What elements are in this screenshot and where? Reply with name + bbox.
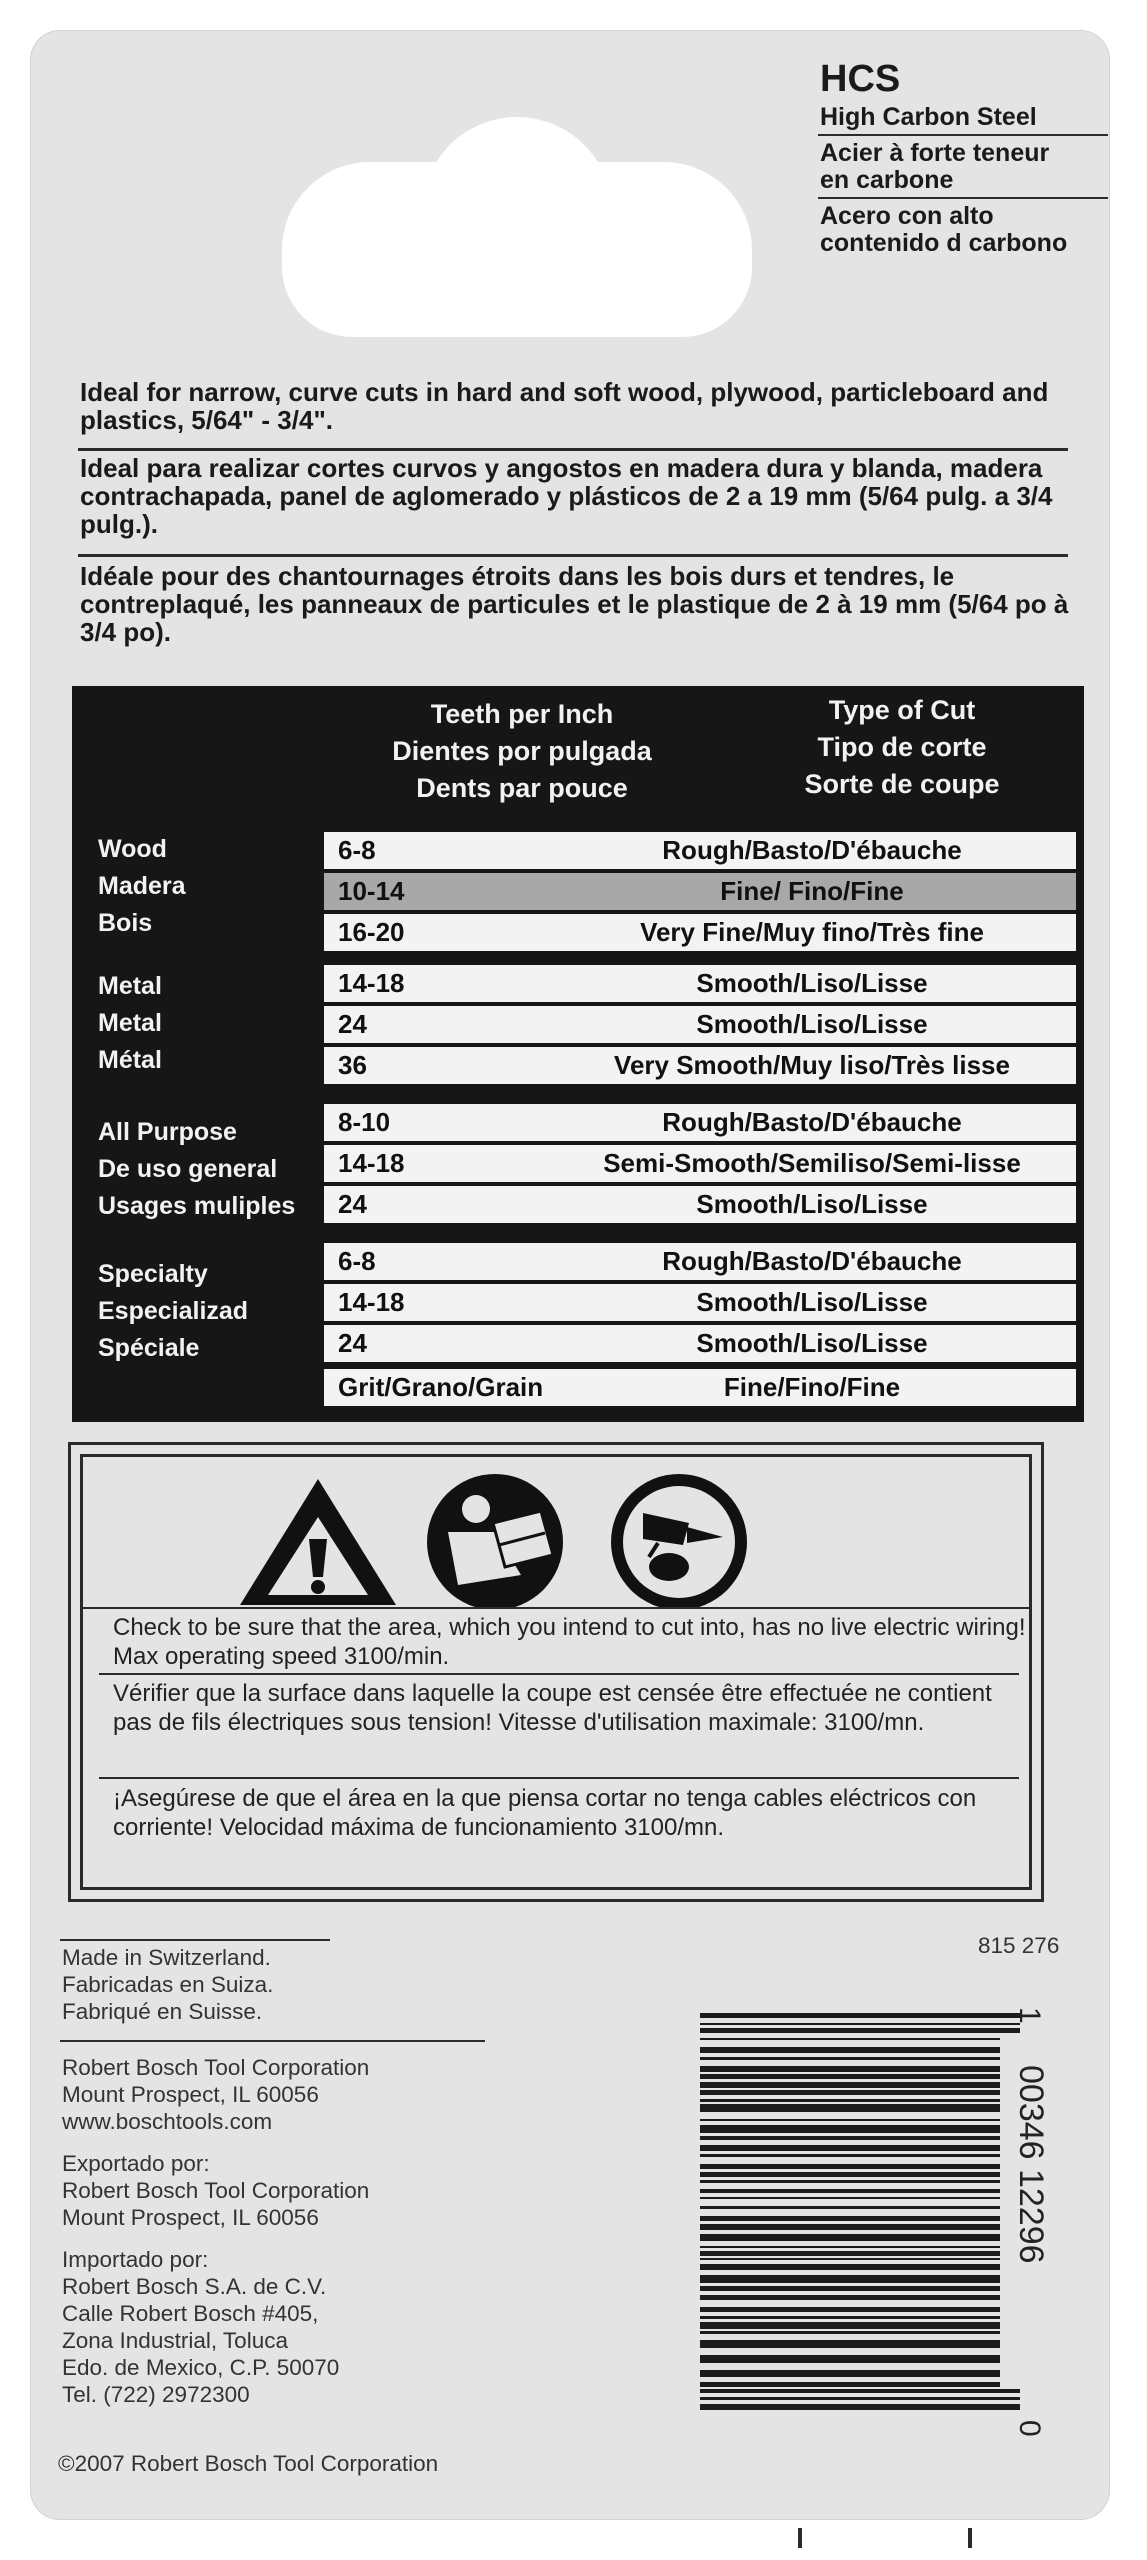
barcode-bar bbox=[700, 2028, 1020, 2033]
barcode-bar bbox=[700, 2172, 1000, 2177]
barcode-bar bbox=[700, 2322, 1000, 2329]
tpi-value: 24 bbox=[338, 1328, 367, 1358]
upc-barcode bbox=[700, 2013, 1020, 2413]
tpi-value: 14-18 bbox=[338, 1287, 405, 1317]
category-wood-fr: Bois bbox=[98, 909, 153, 937]
barcode-bar bbox=[700, 2180, 1000, 2183]
table-row bbox=[324, 1145, 1076, 1182]
cut-type: Very Smooth/Muy liso/Très lisse bbox=[614, 1050, 1010, 1080]
barcode-bar bbox=[700, 2331, 1000, 2334]
description-en: Ideal for narrow, curve cuts in hard and soft wood, plywood, particleboard and plastics, 5/64" - 3/4". bbox=[80, 377, 1049, 435]
barcode-bar bbox=[700, 2057, 1000, 2060]
cut-type: Smooth/Liso/Lisse bbox=[696, 1328, 928, 1358]
company-address: Mount Prospect, IL 60056 bbox=[62, 2082, 319, 2107]
company-name: Robert Bosch Tool Corporation bbox=[62, 2055, 370, 2080]
steel-name-fr-2: en carbone bbox=[820, 166, 954, 194]
barcode-bar bbox=[700, 2104, 1000, 2112]
category-metal-en: Metal bbox=[98, 972, 162, 1000]
barcode-bar bbox=[700, 2023, 1020, 2025]
table-row bbox=[324, 1104, 1076, 1141]
imported-by-label: Importado por: bbox=[62, 2247, 209, 2272]
barcode-bar bbox=[700, 2251, 1000, 2256]
cut-type: Semi-Smooth/Semiliso/Semi-lisse bbox=[603, 1148, 1021, 1178]
category-wood-en: Wood bbox=[98, 835, 167, 863]
tpi-value: 14-18 bbox=[338, 1148, 405, 1178]
barcode-bar bbox=[700, 2145, 1000, 2151]
barcode-bar bbox=[700, 2275, 1000, 2283]
importer-street: Calle Robert Bosch #405, bbox=[62, 2301, 319, 2326]
category-specialty-fr: Spéciale bbox=[98, 1334, 200, 1362]
cut-type: Smooth/Liso/Lisse bbox=[696, 1189, 928, 1219]
copyright: ©2007 Robert Bosch Tool Corporation bbox=[58, 2451, 439, 2476]
tpi-value: 24 bbox=[338, 1009, 367, 1039]
barcode-bar bbox=[700, 2389, 1020, 2393]
barcode-bar bbox=[700, 2295, 1000, 2300]
cut-type: Smooth/Liso/Lisse bbox=[696, 1287, 928, 1317]
table-row bbox=[324, 1243, 1076, 1280]
blade-selection-table bbox=[72, 686, 1084, 1422]
tpi-value: 6-8 bbox=[338, 835, 376, 865]
header-tpi-fr: Dents par pouce bbox=[416, 773, 628, 803]
made-in-en: Made in Switzerland. bbox=[62, 1945, 271, 1970]
cut-type: Fine/ Fino/Fine bbox=[720, 876, 904, 906]
exported-by-label: Exportado por: bbox=[62, 2151, 210, 2176]
steel-name-fr-1: Acier à forte teneur bbox=[820, 139, 1050, 167]
importer-zone: Zona Industrial, Toluca bbox=[62, 2328, 288, 2353]
cut-type: Rough/Basto/D'ébauche bbox=[662, 1246, 962, 1276]
tpi-value: 24 bbox=[338, 1189, 367, 1219]
eye-protection-icon bbox=[611, 1474, 747, 1609]
tpi-value: 16-20 bbox=[338, 917, 405, 947]
table-row bbox=[324, 1006, 1076, 1043]
barcode-bar bbox=[700, 2382, 1000, 2387]
table-row bbox=[324, 1325, 1076, 1362]
barcode-bar bbox=[700, 2307, 1000, 2312]
barcode-bar bbox=[700, 2355, 1000, 2363]
barcode-bar bbox=[700, 2264, 1000, 2270]
tpi-value: Grit/Grano/Grain bbox=[338, 1372, 544, 1402]
warning-text-en: Check to be sure that the area, which you intend to cut into, has no live electric wiring! Max operating speed 3100/min. bbox=[113, 1614, 1026, 1670]
category-specialty-es: Especializad bbox=[98, 1297, 249, 1325]
barcode-bar bbox=[700, 2206, 1000, 2209]
header-tpi-en: Teeth per Inch bbox=[430, 699, 614, 729]
barcode-bar bbox=[700, 2164, 1000, 2169]
barcode-bar bbox=[700, 2340, 1000, 2348]
steel-name-en: High Carbon Steel bbox=[820, 103, 1037, 131]
barcode-bar bbox=[700, 2316, 1000, 2319]
tpi-value: 14-18 bbox=[338, 968, 405, 998]
table-row bbox=[324, 873, 1076, 910]
barcode-bar bbox=[700, 2286, 1000, 2291]
steel-name-es-1: Acero con alto bbox=[820, 202, 994, 230]
warning-text-es: ¡Asegúrese de que el área en la que piensa cortar no tenga cables eléctricos con corriente! Velocidad máxima de funcionamiento 3100/mn. bbox=[113, 1785, 977, 1841]
exporter-name: Robert Bosch Tool Corporation bbox=[62, 2178, 370, 2203]
importer-name: Robert Bosch S.A. de C.V. bbox=[62, 2274, 327, 2299]
barcode-first-digit: 0 bbox=[1013, 2420, 1046, 2437]
header-cut-en: Type of Cut bbox=[828, 695, 976, 725]
barcode-bar bbox=[700, 2154, 1000, 2157]
category-metal-fr: Métal bbox=[98, 1046, 162, 1074]
made-in-es: Fabricadas en Suiza. bbox=[62, 1972, 274, 1997]
table-row bbox=[324, 1284, 1076, 1321]
barcode-digits bbox=[1010, 1995, 1050, 2455]
cut-type: Rough/Basto/D'ébauche bbox=[662, 1107, 962, 1137]
barcode-middle-digits: 00346 12296 bbox=[1012, 2065, 1050, 2264]
category-wood-es: Madera bbox=[98, 872, 186, 900]
description-es: Ideal para realizar cortes curvos y angostos en madera dura y blanda, madera contrachapada, panel de aglomerado y plásticos de 2 a 19 mm (5/64 pulg. a 3/4 pulg.). bbox=[80, 453, 1053, 539]
tpi-value: 8-10 bbox=[338, 1107, 391, 1137]
table-row bbox=[324, 1047, 1076, 1084]
steel-code: HCS bbox=[820, 58, 901, 100]
made-in-fr: Fabriqué en Suisse. bbox=[62, 1999, 263, 2024]
table-row bbox=[324, 914, 1076, 951]
barcode-bar bbox=[700, 2090, 1000, 2095]
barcode-bar bbox=[700, 2216, 1000, 2221]
barcode-bar bbox=[700, 2370, 1000, 2377]
tpi-value: 6-8 bbox=[338, 1246, 376, 1276]
importer-phone: Tel. (722) 2972300 bbox=[62, 2382, 250, 2407]
barcode-bar bbox=[700, 2189, 1000, 2193]
barcode-bar bbox=[700, 2136, 1000, 2140]
barcode-bar bbox=[700, 2074, 1000, 2079]
barcode-bar bbox=[700, 2197, 1000, 2199]
cut-type: Very Fine/Muy fino/Très fine bbox=[640, 917, 984, 947]
read-manual-icon bbox=[427, 1474, 563, 1609]
table-row bbox=[324, 832, 1076, 869]
barcode-bar bbox=[700, 2119, 1000, 2121]
barcode-bar bbox=[700, 2066, 1000, 2072]
warning-triangle-icon bbox=[240, 1479, 396, 1605]
barcode-bar bbox=[700, 2082, 1000, 2088]
company-website: www.boschtools.com bbox=[62, 2109, 273, 2134]
barcode-last-digit: 1 bbox=[1013, 2007, 1046, 2024]
barcode-bar bbox=[700, 2099, 1000, 2102]
barcode-bar bbox=[700, 2047, 1000, 2053]
category-all-purpose-en: All Purpose bbox=[98, 1118, 237, 1146]
barcode-bar bbox=[700, 2234, 1000, 2241]
exporter-address: Mount Prospect, IL 60056 bbox=[62, 2205, 319, 2230]
importer-postal: Edo. de Mexico, C.P. 50070 bbox=[62, 2355, 340, 2380]
description-fr: Idéale pour des chantournages étroits dans les bois durs et tendres, le contreplaqué, les panneaux de particules et le plastique de 2 à 19 mm (5/64 po à 3/4 po). bbox=[80, 561, 1069, 647]
tpi-value: 10-14 bbox=[338, 876, 405, 906]
safety-icons bbox=[83, 1457, 1029, 1609]
category-all-purpose-fr: Usages muliples bbox=[98, 1192, 296, 1220]
barcode-bar bbox=[700, 2258, 1000, 2260]
cut-type: Rough/Basto/D'ébauche bbox=[662, 835, 962, 865]
barcode-bar bbox=[700, 2397, 1020, 2400]
barcode-bar bbox=[700, 2038, 1000, 2040]
cut-type: Smooth/Liso/Lisse bbox=[696, 968, 928, 998]
safety-warning-box bbox=[68, 1442, 1044, 1902]
barcode-bar bbox=[700, 2224, 1000, 2230]
tpi-value: 36 bbox=[338, 1050, 367, 1080]
barcode-bar bbox=[700, 2125, 1000, 2133]
cut-type: Fine/Fino/Fine bbox=[723, 1372, 901, 1402]
steel-name-es-2: contenido d carbono bbox=[820, 229, 1068, 257]
header-cut-fr: Sorte de coupe bbox=[804, 769, 1000, 799]
header-cut-es: Tipo de corte bbox=[817, 732, 987, 762]
part-number: 815 276 bbox=[978, 1933, 1060, 1958]
category-all-purpose-es: De uso general bbox=[98, 1155, 278, 1183]
hang-hole bbox=[282, 162, 752, 337]
table-row bbox=[324, 965, 1076, 1002]
barcode-bar bbox=[700, 2404, 1020, 2410]
barcode-bar bbox=[700, 2013, 1020, 2018]
barcode-bar bbox=[700, 2246, 1000, 2248]
header-tpi-es: Dientes por pulgada bbox=[392, 736, 652, 766]
table-row bbox=[324, 1369, 1076, 1406]
cut-type: Smooth/Liso/Lisse bbox=[696, 1009, 928, 1039]
table-row bbox=[324, 1186, 1076, 1223]
category-specialty-en: Specialty bbox=[98, 1260, 208, 1288]
category-metal-es: Metal bbox=[98, 1009, 162, 1037]
warning-text-fr: Vérifier que la surface dans laquelle la coupe est censée être effectuée ne contient pas de fils électriques sous tension! Vitesse d'utilisation maximale: 3100/mn. bbox=[113, 1680, 992, 1736]
